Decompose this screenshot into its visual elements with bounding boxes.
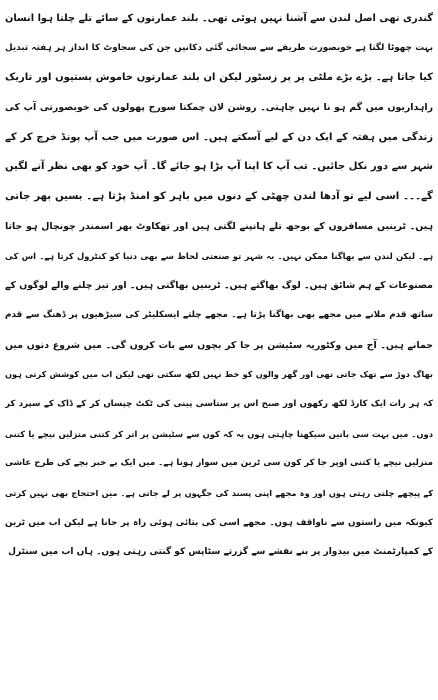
text-line: کیونکہ میں راستوں سے ناواقف ہوں۔ مجھے اسی کی بتائی ہوئی راہ پر جانا ہے لیکن اب میں ٹرین bbox=[5, 517, 433, 528]
text-line: منزلیں نیچے یا کتنی اوپر جا کر کون سی ٹرین میں سوار ہونا ہے۔ میں ایک بے خبر بچے کی طرح عاشی bbox=[5, 458, 433, 469]
text-line: ساتھ قدم ملانے میں مجھے بھی بھاگنا پڑتا ہے۔ مجھے چلتے ایسکلیٹر کی سیڑھیوں پر ڈھنگ سے قدم bbox=[5, 309, 433, 320]
text-line: شہر سے دور نکل جائیں۔ تب آپ کا اپنا آپ بڑا ہو جائے گا۔ آپ خود کو بھی نظر آنے لگیں bbox=[5, 161, 433, 173]
text-line: کہ ہر رات ایک کارڈ لکھ رکھوں اور صبح اس پر ستاسی پینی کی ٹکٹ چپساں کر کے ڈاک کے سپرد کر bbox=[5, 398, 433, 409]
text-line: جمانے ہیں۔ آج میں وکٹوریہ سٹیشن پر جا کر بچوں سے بات کروں گی۔ میں شروع دنوں میں bbox=[5, 339, 433, 351]
text-line: گندری تھی اصل لندن سے آشنا نہیں ہوئی تھی۔ بلند عمارتوں کے سائے تلے چلتا ہوا انسان bbox=[5, 13, 433, 24]
text-line: بہت چھوٹا لگتا ہے خوبصورت طریقے سے سجائی گئی دکانیں جن کی سجاوٹ کا انداز ہر ہفتہ تبدیل bbox=[5, 42, 433, 53]
text-line: بھاگ دوڑ سے تھک جاتی تھی اور گھر والوں کو خط نہیں لکھ سکتی تھی لیکن اب میں کوشش کرتی ہوں bbox=[5, 369, 433, 380]
text-line: ہے۔ لیکن لندن سے بھاگنا ممکن نہیں۔ یہ شہر تو صنعتی لحاظ سے بھی دنیا کو کنٹرول کرتا ہے۔ اس کی bbox=[5, 250, 433, 261]
text-line: راہداریوں میں گم ہو نا نہیں چاہتی۔ روشن لان چمکتا سورج پھولوں کی خوبصورتی آپ کی bbox=[5, 102, 433, 114]
text-line: کے کمپارٹمنٹ میں بیدوار پر بنے نقشے سے گزرتے سٹاپس کو گنتی رہتی ہوں۔ ہاں اب میں سنٹرل bbox=[8, 547, 433, 558]
text-line: کے پیچھے چلتی رہتی ہوں اور وہ مجھے اپنی پسند کی جگہوں پر لے جاتی ہے۔ میں احتجاج بھی نہیں کرتی bbox=[5, 488, 433, 498]
text-line: دوں۔ میں بہت سی باتیں سیکھنا چاہتی ہوں یہ کہ کون سے سٹیشن پر اتر کر کتنی منزلیں نیچے یا کتنی bbox=[5, 428, 433, 439]
text-line: کیا جاتا ہے۔ بڑے بڑے ملٹی پر پر زسٹور لیکن ان بلند عمارتوں خاموش بستیوں اور تاریک bbox=[5, 72, 433, 84]
text-line: گے۔۔۔ اسی لیے تو آدھا لندن چھٹی کے دنوں میں باہر کو امنڈ پڑتا ہے۔ بسیں بھر جاتی bbox=[5, 191, 433, 203]
text-line: زندگی میں ہفتہ کے ایک دن کے لیے آسکتے ہیں۔ اس صورت میں جب آپ پونڈ خرچ کر کے bbox=[5, 131, 433, 143]
text-line: مصنوعات کے ہم شائق ہیں۔ لوگ بھاگتے ہیں۔ ٹرینیں بھاگتی ہیں۔ اور تیز چلنے والے لوگوں کے bbox=[5, 280, 433, 292]
text-line: ہیں۔ ٹرینیں مسافروں کے بوجھ تلے ہانپنے لگتی ہیں اور تھکاوٹ بھر اسمندر چونچال ہو جاتا bbox=[5, 220, 433, 232]
